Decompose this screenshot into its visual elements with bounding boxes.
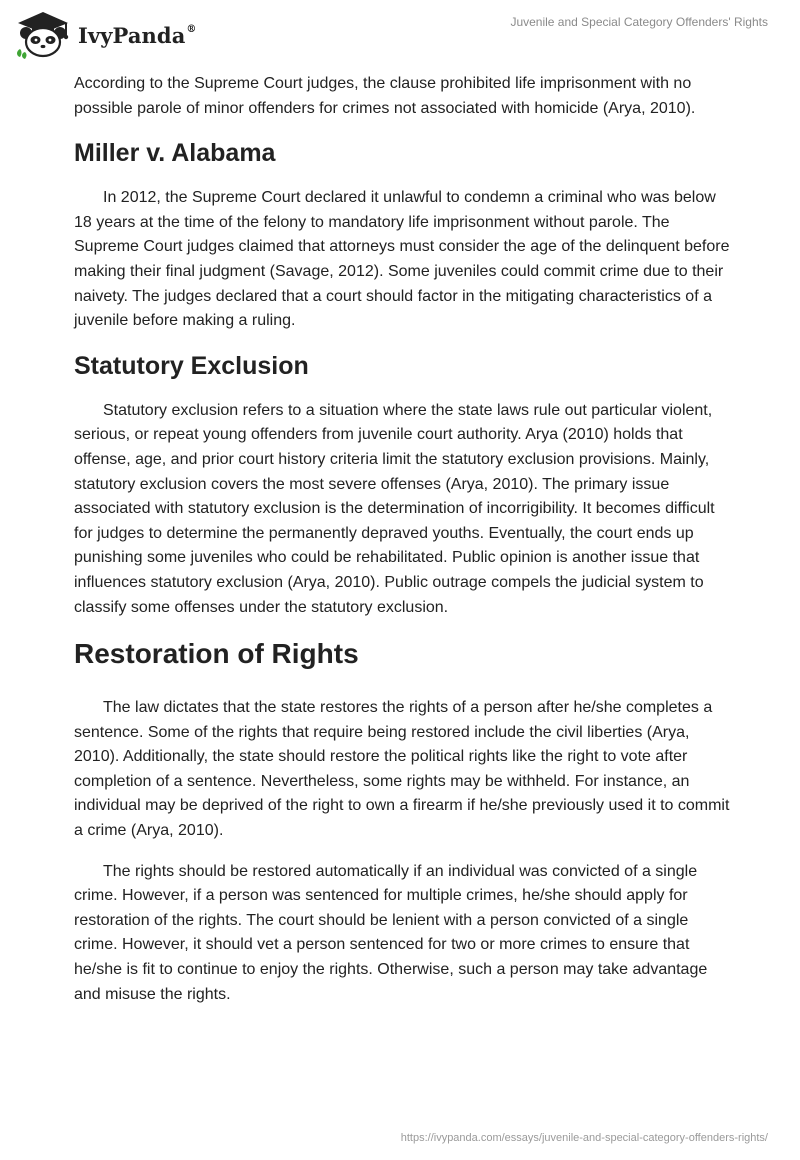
restoration-paragraph-2: The rights should be restored automatically if an individual was convicted of a single crime. However, if a person was sentenced for multiple crimes, he/she should apply for restoration of the rights. The court should be lenient with a person convicted of a single crime. However, it should vet a person sentenced for two or more crimes to ensure that he/she is fit to continue to enjoy the rights. Otherwise, such a person may take advantage and misuse the rights. [74, 862, 708, 1003]
restoration-paragraph-1: The law dictates that the state restores the rights of a person after he/she completes a sentence. Some of the rights that require being restored include the civil liberties (Arya, 2010). Additionally, the state should restore the political rights like the right to vote after completion of a sentence. Nevertheless, some rights may be withheld. For instance, an individual may be deprived of the right to own a firearm if he/she previously used it to commit a crime (Arya, 2010). [74, 699, 730, 840]
panda-graduation-cap-icon [14, 9, 72, 59]
running-title: Juvenile and Special Category Offenders' Rights [510, 15, 768, 29]
intro-paragraph: According to the Supreme Court judges, the clause prohibited life imprisonment with no possible parole of minor offenders for crimes not associated with homicide (Arya, 2010). [74, 75, 696, 117]
logo-text: IvyPanda [78, 22, 186, 48]
source-url[interactable]: https://ivypanda.com/essays/juvenile-and-special-category-offenders-rights/ [400, 1132, 768, 1144]
registered-mark: ® [186, 23, 197, 35]
statutory-heading: Statutory Exclusion [74, 351, 309, 380]
essay-content [74, 72, 734, 1023]
restoration-heading: Restoration of Rights [74, 638, 359, 670]
statutory-paragraph: Statutory exclusion refers to a situation where the state laws rule out particular violent, serious, or repeat young offenders from juvenile court authority. Arya (2010) holds that offense, age, and prior court history criteria limit the statutory exclusion provisions. Mainly, statutory exclusion covers the most severe offenses (Arya, 2010). The primary issue associated with statutory exclusion is the determination of incorrigibility. It becomes difficult for judges to determine the permanently depraved youths. Eventually, the court ends up punishing some juveniles who could be rehabilitated. Public opinion is another issue that influences statutory exclusion (Arya, 2010). Public outrage compels the judicial system to classify some offenses under the statutory exclusion. [74, 401, 715, 616]
miller-paragraph: In 2012, the Supreme Court declared it unlawful to condemn a criminal who was below 18 years at the time of the felony to mandatory life imprisonment without parole. The Supreme Court judges claimed that attorneys must consider the age of the delinquent before making their final judgment (Savage, 2012). Some juveniles could commit crime due to their naivety. The judges declared that a court should factor in the mitigating characteristics of a juvenile before making a ruling. [74, 189, 730, 330]
miller-heading: Miller v. Alabama [74, 139, 276, 168]
logo-wordmark [78, 23, 197, 48]
site-logo[interactable] [14, 9, 197, 59]
